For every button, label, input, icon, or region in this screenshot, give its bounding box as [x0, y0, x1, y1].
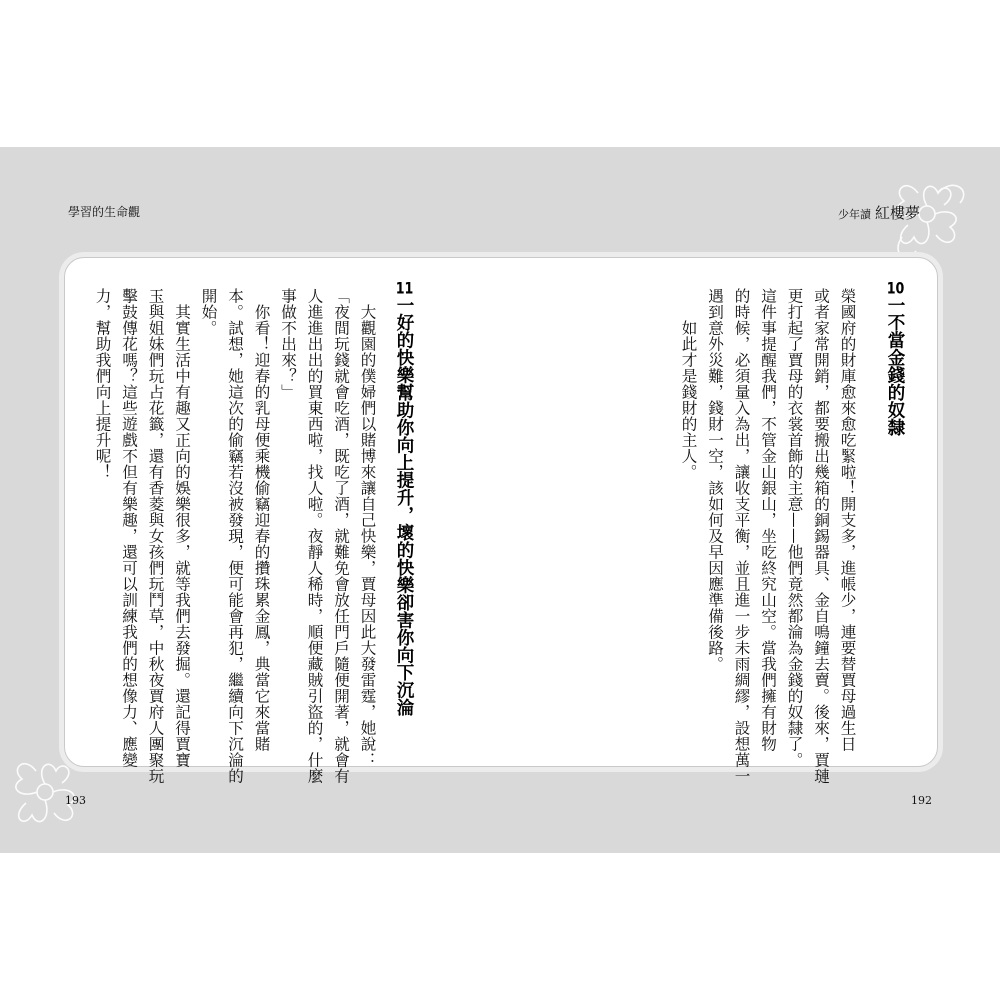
- section-10-heading: [885, 280, 905, 436]
- paragraph-line: 其實生活中有趣又正向的娛樂很多，就等我們去發掘。還記得賈寶: [173, 304, 191, 768]
- paragraph-line: 擊鼓傳花嗎？這些遊戲不但有樂趣，還可以訓練我們的想像力、應變: [120, 288, 138, 768]
- paragraph-line: 遇到意外災難，錢財一空，該如何及早因應準備後路。: [706, 288, 724, 672]
- paragraph-line: 榮國府的財庫愈來愈吃緊啦！開支多，進帳少，連要替賈母過生日: [838, 288, 857, 752]
- paragraph-line: 或者家常開銷，都要搬出幾箱的銅錫器具、金自鳴鐘去賣。後來，賈璉: [812, 288, 830, 784]
- section-number: 10: [886, 280, 905, 296]
- section-dash: 一: [885, 296, 905, 314]
- paragraph-line: 開始。: [199, 288, 218, 336]
- section-dash: 一: [394, 296, 414, 314]
- section-11-heading: [394, 280, 414, 716]
- section-number: 11: [395, 280, 414, 296]
- section-title: 不當金錢的奴隸: [885, 313, 905, 436]
- section-11-body: [89, 288, 381, 784]
- section-10-body: [675, 288, 861, 784]
- content-panel: [64, 257, 938, 784]
- paragraph-line: 的時候，必須量入為出，讓收支平衡，並且進一步未雨綢繆，設想萬一: [732, 288, 751, 784]
- paragraph-line: 力，幫助我們向上提升呢！: [93, 288, 112, 480]
- running-header-right: [838, 202, 920, 223]
- paragraph-line: 如此才是錢財的主人。: [679, 320, 698, 480]
- paragraph-line: 本。試想，她這次的偷竊若沒被發現，便可能會再犯，繼續向下沉淪的: [226, 288, 244, 784]
- book-series-label: 少年讀: [837, 208, 871, 221]
- book-spread: [0, 147, 1000, 853]
- paragraph-line: 人進進出出的買東西啦，找人啦。夜靜人稀時，順便藏賊引盜的，什麼: [305, 288, 324, 784]
- paragraph-line: 「夜間玩錢就會吃酒，既吃了酒，就難免會放任門戶隨便開著，就會有: [332, 288, 350, 784]
- running-header-left: 學習的生命觀: [68, 205, 141, 219]
- paragraph-line: 大觀園的僕婦們以賭博來讓自己快樂，賈母因此大發雷霆，她說：: [358, 304, 377, 768]
- page-number-right: 192: [911, 794, 932, 807]
- paragraph-line: 事做不出來？」: [279, 288, 297, 400]
- paragraph-line: 這件事提醒我們，不管金山銀山，坐吃終究山空。當我們擁有財物: [759, 288, 777, 752]
- section-title: 好的快樂幫助你向上提升，壞的快樂卻害你向下沉淪: [394, 313, 414, 716]
- paragraph-line: 更打起了賈母的衣裳首飾的主意——他們竟然都淪為金錢的奴隸了。: [785, 288, 804, 768]
- book-title: 紅樓夢: [874, 204, 920, 222]
- paragraph-line: 玉與姐妹們玩占花籤，還有香菱與女孩們玩鬥草，中秋夜賈府人團聚玩: [146, 288, 165, 784]
- page-number-left: 193: [65, 794, 86, 807]
- paragraph-line: 你看！迎春的乳母便乘機偷竊迎春的攢珠累金鳳，典當它來當賭: [252, 304, 271, 752]
